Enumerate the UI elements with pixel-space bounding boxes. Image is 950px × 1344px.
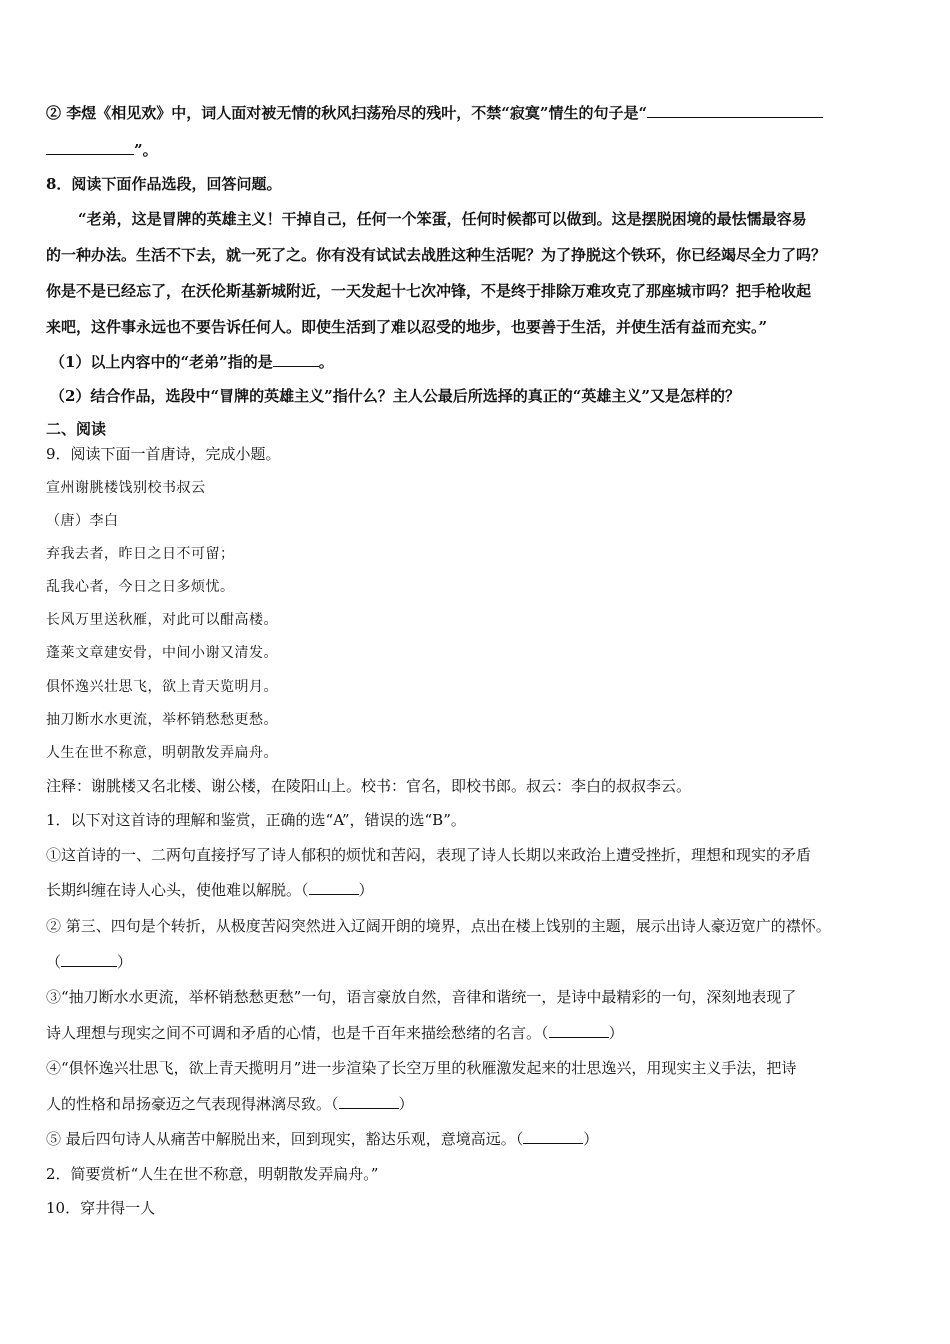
option-2-cont: （ ） [46,953,133,971]
poem-note: 注释：谢朓楼又名北楼、谢公楼，在陵阳山上。校书：官名，即校书郎。叔云：李白的叔叔李云。 [46,777,692,795]
poem-line: 抽刀断水水更流，举杯销愁愁更愁。 [46,712,278,728]
q8-passage-line: 来吧，这件事永远也不要告诉任何人。即使生活到了难以忍受的地步，也要善于生活，并使生活有益而充实。” [46,318,768,336]
option-5: ⑤ 最后四句诗人从痛苦中解脱出来，回到现实，豁达乐观，意境高远。（ ） [46,1130,599,1148]
answer-blank[interactable] [339,1094,399,1109]
section-title: 二、阅读 [46,420,107,438]
q8-sub2: （2）结合作品，选段中“冒牌的英雄主义”指什么？主人公最后所选择的真正的“英雄主义”又是怎样的？ [50,387,740,405]
poem-author: （唐）李白 [46,513,119,529]
poem-line: 俱怀逸兴壮思飞，欲上青天览明月。 [46,679,278,695]
q9-sub2: 2．简要赏析“人生在世不称意，明朝散发弄扁舟。” [46,1165,379,1183]
poem-line: 弃我去者，昨日之日不可留； [46,546,235,562]
option-3: ③“抽刀断水水更流，举杯销愁愁更愁”一句，语言豪放自然，音律和谐统一，是诗中最精彩的一句，深刻地表现了 [46,988,797,1006]
q9-sub1-heading: 1．以下对这首诗的理解和鉴赏，正确的选“A”，错误的选“B”。 [46,811,466,829]
poem-line: 长风万里送秋雁，对此可以酣高楼。 [46,612,278,628]
q10-heading: 10．穿井得一人 [46,1199,156,1217]
q8-passage-line: “老弟，这是冒牌的英雄主义！干掉自己，任何一个笨蛋，任何时候都可以做到。这是摆脱困境的最怯懦最容易 [78,210,807,228]
answer-blank[interactable] [549,1023,609,1038]
option-4-cont: 人的性格和昂扬豪迈之气表现得淋漓尽致。（ ） [46,1095,414,1113]
option-1-cont: 长期纠缠在诗人心头，使他难以解脱。（ ） [46,881,374,899]
poem-line: 人生在世不称意，明朝散发弄扁舟。 [46,745,278,761]
option-3-cont: 诗人理想与现实之间不可调和矛盾的心情，也是千百年来描绘愁绪的名言。（ ） [46,1024,624,1042]
q8-passage-line: 你是不是已经忘了，在沃伦斯基新城附近，一天发起十七次冲锋，不是终于排除万难攻克了那座城市吗？把手枪收起 [46,282,812,300]
q7-part2-line2: ”。 [46,140,916,160]
answer-blank[interactable] [61,952,117,967]
option-2: ② 第三、四句是个转折，从极度苦闷突然进入辽阔开朗的境界，点出在楼上饯别的主题，展示出诗人豪迈宽广的襟怀。 [46,917,831,935]
answer-blank[interactable] [309,880,359,895]
answer-blank[interactable] [523,1129,583,1144]
q9-heading: 9．阅读下面一首唐诗，完成小题。 [46,445,281,463]
poem-line: 蓬莱文章建安骨，中间小谢又清发。 [46,645,278,661]
answer-blank[interactable] [46,140,134,155]
q8-sub1: （1）以上内容中的“老弟”指的是 。 [50,353,334,371]
q8-heading: 8．阅读下面作品选段，回答问题。 [46,175,282,193]
poem-title: 宣州谢朓楼饯别校书叔云 [46,480,206,496]
answer-blank[interactable] [273,352,319,367]
answer-blank[interactable] [647,103,823,118]
option-4: ④“俱怀逸兴壮思飞，欲上青天揽明月”进一步渲染了长空万里的秋雁激发起来的壮思逸兴，用现实主义手法，把诗 [46,1059,797,1077]
q8-passage-line: 的一种办法。生活不下去，就一死了之。你有没有试试去战胜这种生活呢？为了挣脱这个铁环，你已经竭尽全力了吗？ [46,246,827,264]
poem-line: 乱我心者，今日之日多烦忧。 [46,579,235,595]
option-1: ①这首诗的一、二两句直接抒写了诗人郁积的烦忧和苦闷，表现了诗人长期以来政治上遭受挫折，理想和现实的矛盾 [46,846,812,864]
q7-part2-line1: ② 李煜《相见欢》中，词人面对被无情的秋风扫荡殆尽的残叶，不禁“寂寞”情生的句子是“ [46,103,916,123]
